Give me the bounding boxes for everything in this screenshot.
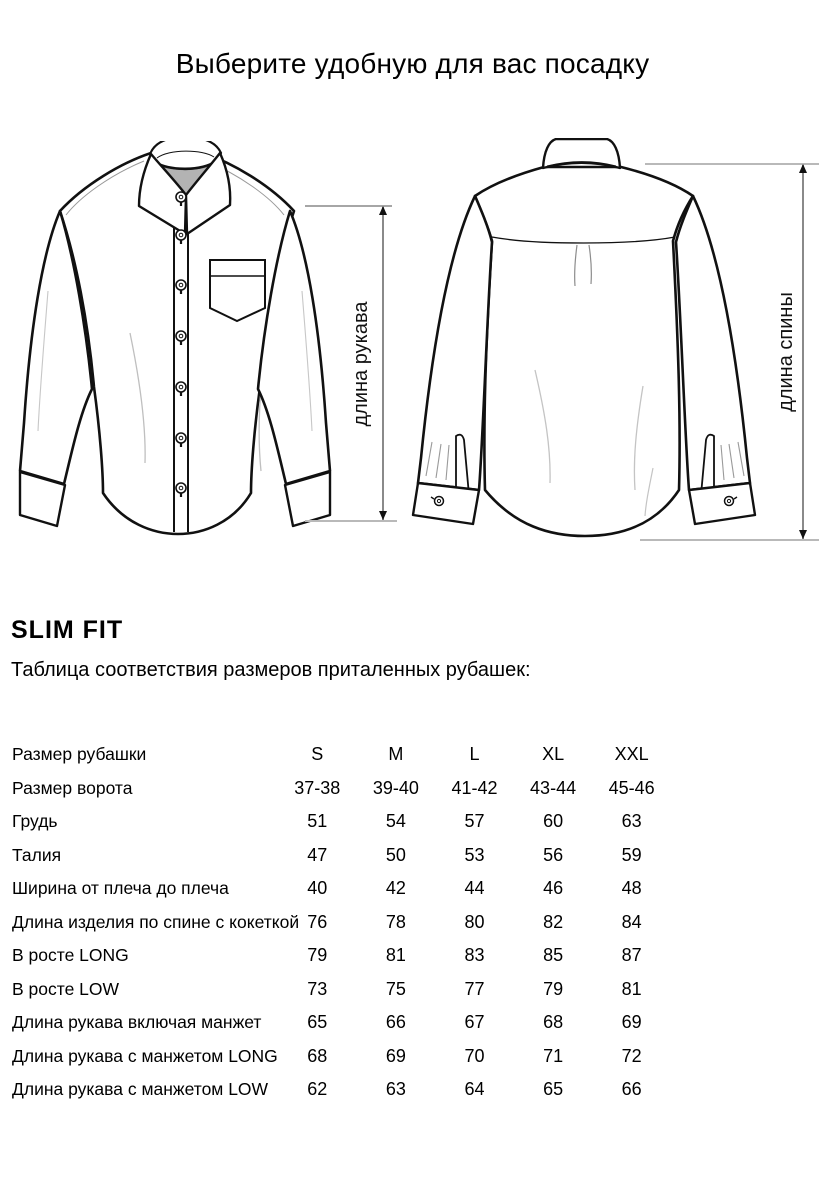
back-length-arrow-up-icon bbox=[799, 164, 807, 173]
size-value-cell: 82 bbox=[543, 911, 564, 932]
size-value-cell: 62 bbox=[307, 1079, 328, 1100]
size-row-label: Размер рубашки bbox=[12, 744, 147, 765]
size-value-cell: 48 bbox=[621, 878, 642, 899]
size-table-row bbox=[12, 906, 672, 940]
sleeve-length-arrow-down-icon bbox=[379, 511, 387, 520]
size-value-cell: 80 bbox=[464, 911, 485, 932]
size-column-header: XL bbox=[542, 744, 565, 765]
back-length-label: длина спины bbox=[775, 292, 797, 412]
size-value-cell: 60 bbox=[543, 811, 564, 832]
size-column-header: M bbox=[388, 744, 404, 765]
size-row-label: Длина рукава с манжетом LOW bbox=[12, 1079, 269, 1100]
size-table-row bbox=[12, 1073, 672, 1107]
size-value-cell: 39-40 bbox=[372, 777, 419, 798]
size-table-row bbox=[12, 805, 672, 839]
size-row-label: Талия bbox=[12, 844, 62, 865]
size-value-cell: 63 bbox=[621, 811, 642, 832]
size-value-cell: 66 bbox=[385, 1012, 406, 1033]
size-value-cell: 63 bbox=[385, 1079, 406, 1100]
back-length-arrow-line bbox=[802, 165, 804, 539]
shirt-back-left-cuff bbox=[413, 483, 479, 524]
size-table-row bbox=[12, 839, 672, 873]
size-row-label: Длина рукава включая манжет bbox=[12, 1012, 262, 1033]
size-value-cell: 71 bbox=[543, 1045, 564, 1066]
size-value-cell: 53 bbox=[464, 844, 485, 865]
back-length-bottom-cap bbox=[640, 539, 819, 541]
size-table-row bbox=[12, 1040, 672, 1074]
back-length-top-cap bbox=[645, 163, 819, 165]
section-heading-slim-fit: SLIM FIT bbox=[11, 616, 124, 644]
size-value-cell: 51 bbox=[307, 811, 328, 832]
size-value-cell: 77 bbox=[464, 978, 485, 999]
size-value-cell: 44 bbox=[464, 878, 485, 899]
size-table-row bbox=[12, 772, 672, 806]
size-row-label: Ширина от плеча до плеча bbox=[12, 878, 229, 899]
size-row-label: Длина рукава с манжетом LONG bbox=[12, 1045, 278, 1066]
shirt-back-collar bbox=[543, 139, 620, 168]
size-value-cell: 59 bbox=[621, 844, 642, 865]
sleeve-length-label: длина рукава bbox=[350, 301, 372, 427]
size-value-cell: 65 bbox=[307, 1012, 328, 1033]
shirt-front-pocket bbox=[210, 260, 265, 321]
size-table-row bbox=[12, 1006, 672, 1040]
size-value-cell: 75 bbox=[385, 978, 406, 999]
size-value-cell: 47 bbox=[307, 844, 328, 865]
size-value-cell: 72 bbox=[621, 1045, 642, 1066]
size-value-cell: 67 bbox=[464, 1012, 485, 1033]
size-value-cell: 73 bbox=[307, 978, 328, 999]
page-title: Выберите удобную для вас посадку bbox=[175, 48, 650, 79]
size-value-cell: 76 bbox=[307, 911, 328, 932]
size-value-cell: 66 bbox=[621, 1079, 642, 1100]
shirt-back-illustration bbox=[405, 138, 765, 550]
section-subtitle: Таблица соответствия размеров приталенных рубашек: bbox=[11, 659, 531, 681]
size-value-cell: 50 bbox=[385, 844, 406, 865]
size-value-cell: 70 bbox=[464, 1045, 485, 1066]
size-value-cell: 78 bbox=[385, 911, 406, 932]
size-value-cell: 68 bbox=[543, 1012, 564, 1033]
shirt-back-body bbox=[475, 167, 693, 536]
size-value-cell: 37-38 bbox=[294, 777, 341, 798]
back-length-arrow-down-icon bbox=[799, 530, 807, 539]
size-column-header: L bbox=[469, 744, 480, 765]
size-value-cell: 46 bbox=[543, 878, 564, 899]
size-value-cell: 81 bbox=[385, 945, 406, 966]
size-table-row bbox=[12, 738, 672, 772]
sleeve-length-bottom-cap bbox=[305, 520, 397, 522]
sleeve-length-arrow-line bbox=[382, 207, 384, 520]
size-table-row bbox=[12, 872, 672, 906]
size-row-label: Длина изделия по спине с кокеткой bbox=[12, 911, 300, 932]
size-value-cell: 56 bbox=[543, 844, 564, 865]
size-value-cell: 45-46 bbox=[608, 777, 655, 798]
shirt-back-right-cuff bbox=[689, 483, 755, 524]
size-value-cell: 64 bbox=[464, 1079, 485, 1100]
size-value-cell: 79 bbox=[307, 945, 328, 966]
shirt-front-illustration bbox=[18, 141, 332, 545]
size-value-cell: 57 bbox=[464, 811, 485, 832]
size-value-cell: 41-42 bbox=[451, 777, 498, 798]
size-table-row bbox=[12, 939, 672, 973]
size-value-cell: 81 bbox=[621, 978, 642, 999]
size-value-cell: 84 bbox=[621, 911, 642, 932]
size-table bbox=[12, 738, 672, 1107]
size-value-cell: 54 bbox=[385, 811, 406, 832]
size-value-cell: 68 bbox=[307, 1045, 328, 1066]
size-value-cell: 79 bbox=[543, 978, 564, 999]
size-value-cell: 83 bbox=[464, 945, 485, 966]
sleeve-length-arrow-up-icon bbox=[379, 206, 387, 215]
size-value-cell: 69 bbox=[621, 1012, 642, 1033]
size-value-cell: 65 bbox=[543, 1079, 564, 1100]
size-value-cell: 69 bbox=[385, 1045, 406, 1066]
size-value-cell: 43-44 bbox=[530, 777, 577, 798]
shirt-back-left-sleeve bbox=[418, 196, 492, 490]
size-row-label: Размер ворота bbox=[12, 777, 133, 798]
size-value-cell: 42 bbox=[385, 878, 406, 899]
size-row-label: В росте LONG bbox=[12, 945, 129, 966]
size-value-cell: 87 bbox=[621, 945, 642, 966]
size-table-row bbox=[12, 973, 672, 1007]
size-row-label: Грудь bbox=[12, 811, 58, 832]
size-value-cell: 85 bbox=[543, 945, 564, 966]
size-row-label: В росте LOW bbox=[12, 978, 120, 999]
size-column-header: S bbox=[311, 744, 324, 765]
size-value-cell: 40 bbox=[307, 878, 328, 899]
size-column-header: XXL bbox=[614, 744, 649, 765]
